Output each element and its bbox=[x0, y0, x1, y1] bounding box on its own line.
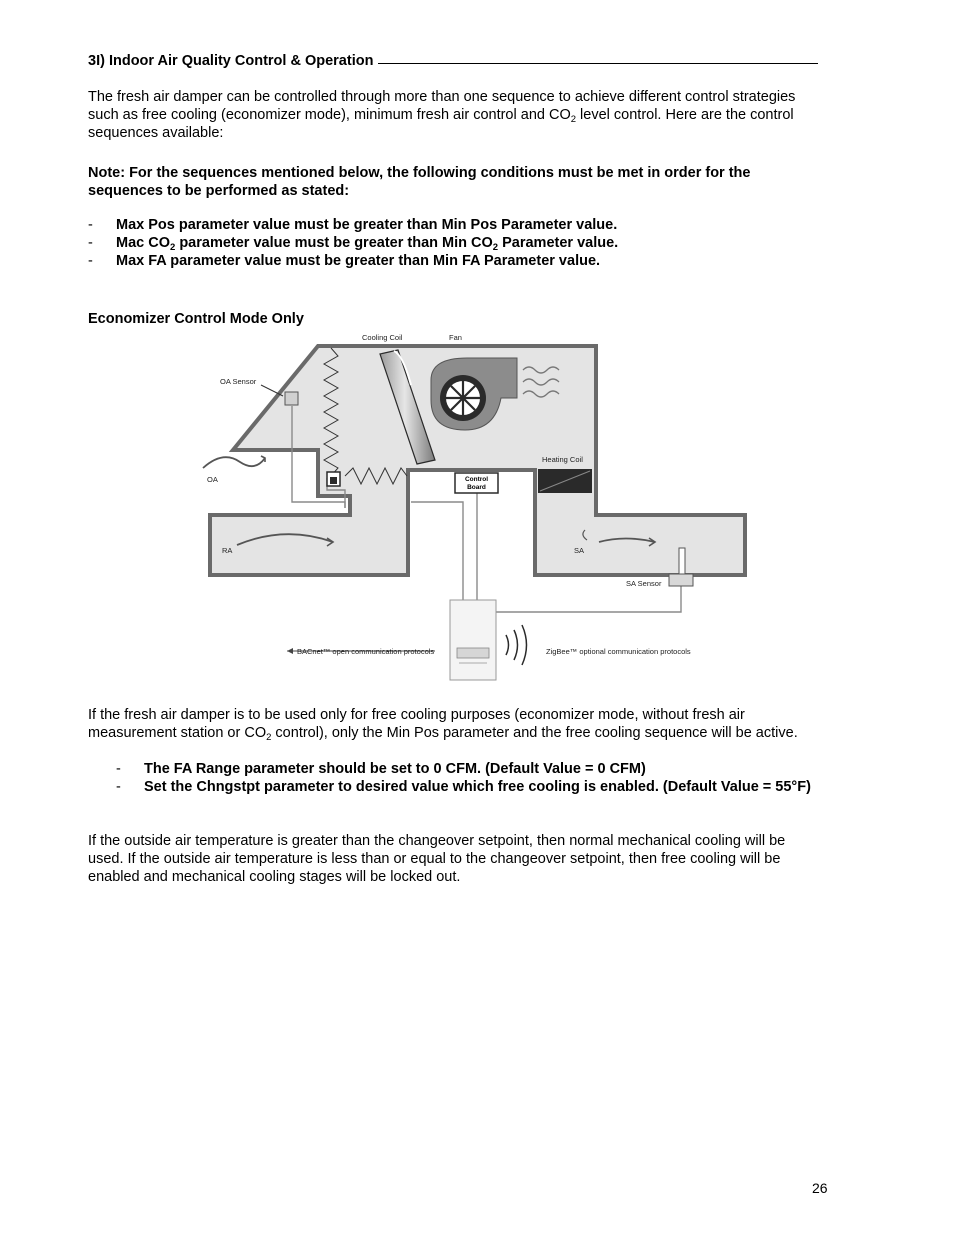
section-title: 3I) Indoor Air Quality Control & Operation bbox=[88, 53, 374, 69]
page-number: 26 bbox=[812, 1180, 828, 1196]
label-fan: Fan bbox=[449, 333, 462, 342]
list-item: - Set the Chngstpt parameter to desired value which free cooling is enabled. (Default Value = 55°F) bbox=[116, 779, 811, 795]
oa-sensor bbox=[285, 392, 298, 405]
damper-actuator bbox=[327, 472, 340, 486]
economizer-paragraph: If the fresh air damper is to be used only for free cooling purposes (economizer mode, without fresh air measurement station or $CO_2$ control), only the Min Pos parameter and the free cooling sequence will be active. bbox=[88, 707, 798, 743]
svg-text:Board: Board bbox=[467, 484, 486, 491]
svg-text:Control: Control bbox=[464, 476, 489, 483]
list-item: - The FA Range parameter should be set to 0 CFM. (Default Value = 0 CFM) bbox=[116, 761, 646, 777]
label-heating-coil: Heating Coil bbox=[542, 455, 583, 464]
list-item: - Mac $CO_2$ parameter value must be greater than Min $CO_2$ Parameter value. bbox=[88, 235, 619, 253]
label-oa: OA bbox=[207, 475, 218, 484]
heading-rule bbox=[378, 63, 818, 64]
section-heading bbox=[88, 52, 818, 70]
label-sa-sensor: SA Sensor bbox=[626, 579, 662, 588]
label-cooling-coil: Cooling Coil bbox=[362, 333, 403, 342]
label-ra: RA bbox=[222, 546, 233, 555]
label-bacnet: BACnet™ open communication protocols bbox=[297, 647, 435, 656]
economizer-heading: Economizer Control Mode Only bbox=[88, 311, 304, 327]
economizer-diagram bbox=[195, 330, 755, 685]
label-zigbee: ZigBee™ optional communication protocols bbox=[546, 647, 691, 656]
note-paragraph: Note: For the sequences mentioned below, the following conditions must be met in order for the sequences to be performed as stated: bbox=[88, 165, 751, 199]
settings-list bbox=[88, 760, 823, 796]
bacnet-arrow bbox=[287, 648, 293, 654]
control-board bbox=[455, 473, 498, 493]
intro-paragraph: The fresh air damper can be controlled through more than one sequence to achieve different control strategies such as free cooling (economizer mode), minimum fresh air control and $CO_2$ level control. Here are the control sequences available: bbox=[88, 89, 796, 141]
label-oa-sensor: OA Sensor bbox=[220, 377, 257, 386]
label-sa: SA bbox=[574, 546, 585, 555]
changeover-paragraph: If the outside air temperature is greater than the changeover setpoint, then normal mechanical cooling will be used. If the outside air temperature is less than or equal to the changeover setpoint, then free cooling will be enabled and mechanical cooling stages will be locked out. bbox=[88, 833, 786, 885]
list-item: - Max FA parameter value must be greater than Min FA Parameter value. bbox=[88, 253, 601, 269]
list-item: - Max Pos parameter value must be greater than Min Pos Parameter value. bbox=[88, 217, 618, 233]
conditions-list bbox=[88, 216, 823, 270]
heating-coil bbox=[538, 469, 592, 493]
